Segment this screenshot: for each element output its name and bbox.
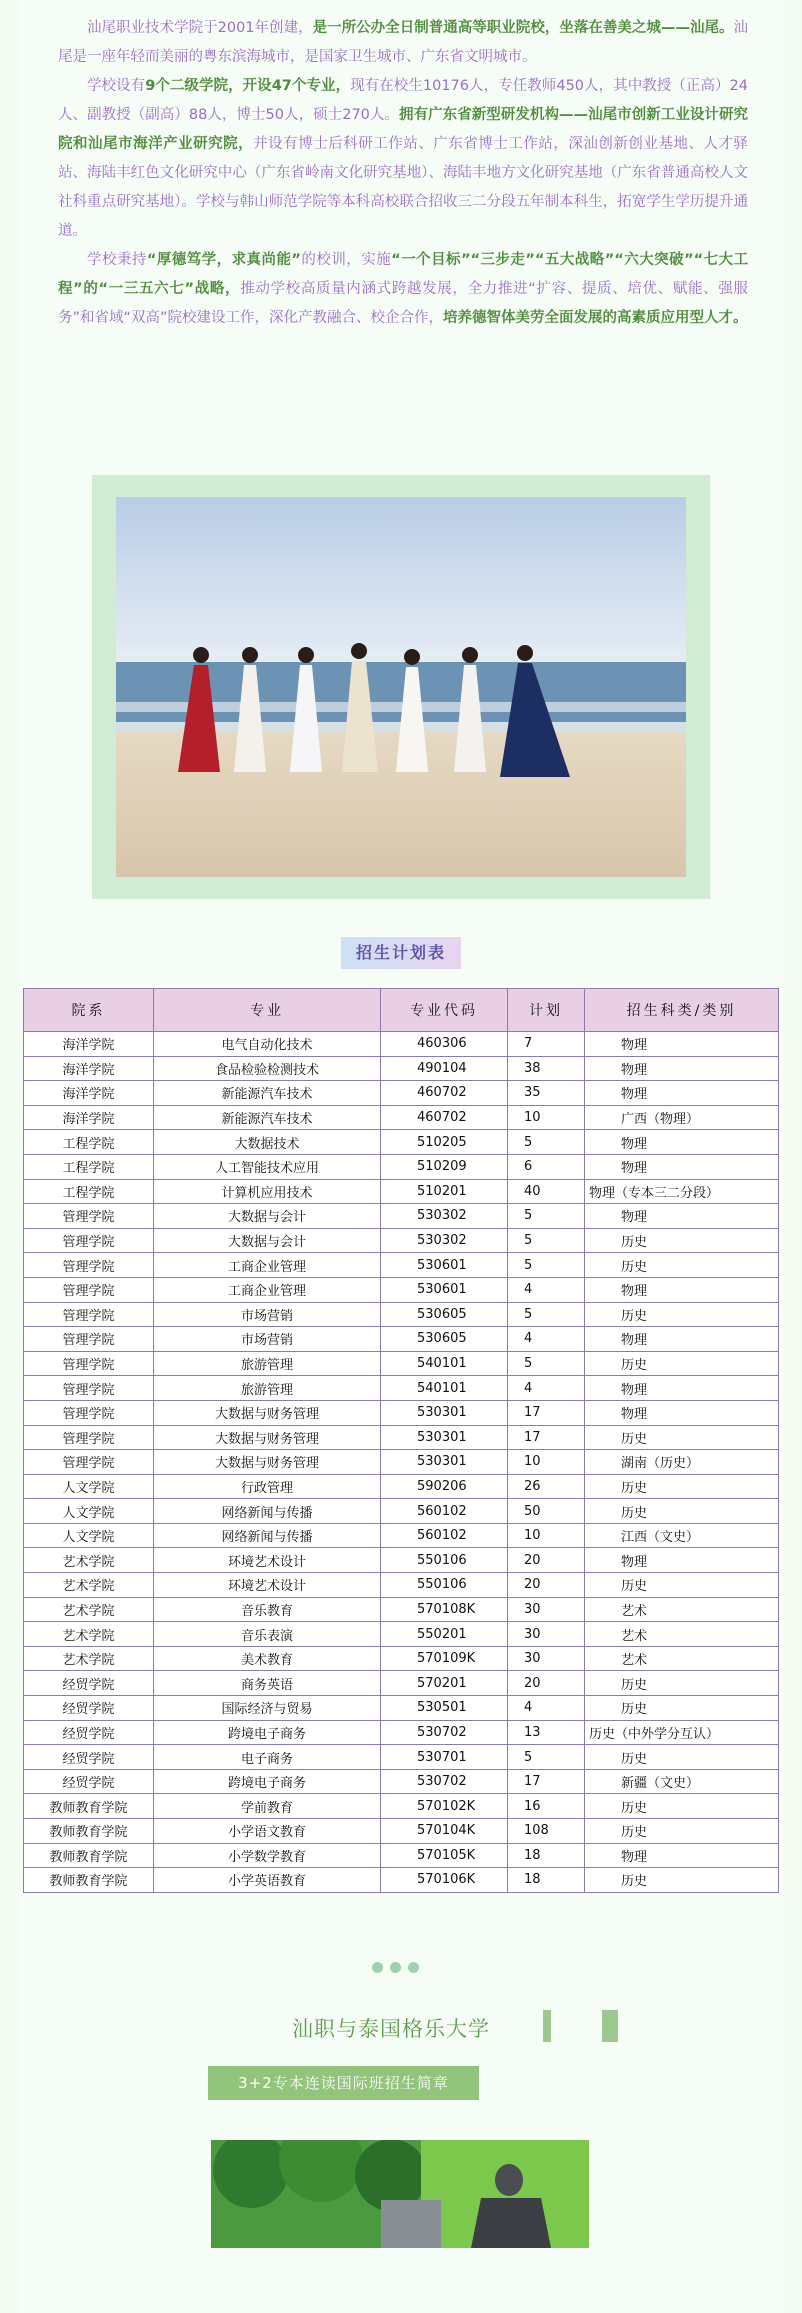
dot <box>408 1962 419 1973</box>
table-row <box>24 1351 779 1376</box>
cell-major: 环境艺术设计 <box>154 1573 381 1598</box>
cell-major-code: 510209 <box>381 1154 508 1179</box>
cell-plan: 10 <box>508 1105 585 1130</box>
table-row <box>24 1646 779 1671</box>
table-row <box>24 1769 779 1794</box>
campus-photo-image <box>211 2140 589 2248</box>
cell-plan: 30 <box>508 1622 585 1647</box>
cell-department: 艺术学院 <box>24 1597 154 1622</box>
section-subtitle-badge: 3+2专本连读国际班招生简章 <box>208 2066 479 2100</box>
cell-plan: 108 <box>508 1819 585 1844</box>
dot <box>372 1962 383 1973</box>
cell-major-code: 460306 <box>381 1032 508 1057</box>
cell-major: 市场营销 <box>154 1327 381 1352</box>
table-row <box>24 1671 779 1696</box>
cell-category: 湖南（历史） <box>585 1450 779 1475</box>
cell-department: 人文学院 <box>24 1523 154 1548</box>
cell-major-code: 530601 <box>381 1277 508 1302</box>
cell-major: 行政管理 <box>154 1474 381 1499</box>
cell-major: 工商企业管理 <box>154 1277 381 1302</box>
cell-major: 跨境电子商务 <box>154 1720 381 1745</box>
table-title: 招生计划表 <box>341 937 461 969</box>
cell-category: 物理 <box>585 1376 779 1401</box>
table-row <box>24 1474 779 1499</box>
cell-plan: 35 <box>508 1081 585 1106</box>
cell-major: 美术教育 <box>154 1646 381 1671</box>
cell-plan: 20 <box>508 1671 585 1696</box>
cell-department: 管理学院 <box>24 1351 154 1376</box>
cell-plan: 38 <box>508 1056 585 1081</box>
cell-major-code: 550106 <box>381 1548 508 1573</box>
cell-major: 新能源汽车技术 <box>154 1081 381 1106</box>
cell-plan: 26 <box>508 1474 585 1499</box>
cell-major: 学前教育 <box>154 1794 381 1819</box>
cell-category: 历史 <box>585 1696 779 1721</box>
cell-major-code: 550201 <box>381 1622 508 1647</box>
cell-major-code: 490104 <box>381 1056 508 1081</box>
cell-category: 江西（文史） <box>585 1523 779 1548</box>
cell-plan: 5 <box>508 1302 585 1327</box>
header-major-code: 专业代码 <box>381 989 508 1032</box>
cell-major-code: 570109K <box>381 1646 508 1671</box>
intro-paragraph-2 <box>58 72 748 246</box>
cell-plan: 17 <box>508 1425 585 1450</box>
cell-category: 历史 <box>585 1425 779 1450</box>
cell-category: 历史 <box>585 1671 779 1696</box>
cell-category: 历史 <box>585 1868 779 1893</box>
cell-department: 管理学院 <box>24 1228 154 1253</box>
cell-major-code: 510205 <box>381 1130 508 1155</box>
cell-department: 人文学院 <box>24 1499 154 1524</box>
cell-plan: 30 <box>508 1646 585 1671</box>
cell-category: 物理 <box>585 1327 779 1352</box>
cell-category: 物理 <box>585 1130 779 1155</box>
cell-major-code: 570108K <box>381 1597 508 1622</box>
table-row <box>24 1696 779 1721</box>
cell-department: 人文学院 <box>24 1474 154 1499</box>
cell-plan: 7 <box>508 1032 585 1057</box>
header-department: 院系 <box>24 989 154 1032</box>
cell-department: 经贸学院 <box>24 1745 154 1770</box>
cell-category: 物理 <box>585 1843 779 1868</box>
cell-department: 管理学院 <box>24 1400 154 1425</box>
cell-major: 国际经济与贸易 <box>154 1696 381 1721</box>
cell-major: 商务英语 <box>154 1671 381 1696</box>
table-row <box>24 1105 779 1130</box>
intro-text-segment: 拥有广东省新型研发机构——汕尾市创新工业设计研究院和汕尾市海洋产业研究院， <box>58 107 749 152</box>
cell-department: 经贸学院 <box>24 1769 154 1794</box>
cell-plan: 6 <box>508 1154 585 1179</box>
cell-major-code: 570104K <box>381 1819 508 1844</box>
cell-category: 物理 <box>585 1056 779 1081</box>
cell-plan: 5 <box>508 1253 585 1278</box>
cell-department: 经贸学院 <box>24 1720 154 1745</box>
beach-photo-image <box>116 497 686 877</box>
enrollment-plan-table <box>23 988 779 1893</box>
cell-department: 海洋学院 <box>24 1105 154 1130</box>
cell-plan: 5 <box>508 1204 585 1229</box>
cell-major: 食品检验检测技术 <box>154 1056 381 1081</box>
cell-category: 艺术 <box>585 1622 779 1647</box>
cell-category: 物理 <box>585 1277 779 1302</box>
table-row <box>24 1573 779 1598</box>
cell-plan: 4 <box>508 1376 585 1401</box>
dot <box>390 1962 401 1973</box>
cell-plan: 17 <box>508 1400 585 1425</box>
intro-text-segment: 9个二级学院，开设47个专业， <box>145 78 351 94</box>
table-row <box>24 1032 779 1057</box>
cell-plan: 16 <box>508 1794 585 1819</box>
cell-category: 物理（专本三二分段） <box>585 1179 779 1204</box>
cell-plan: 50 <box>508 1499 585 1524</box>
cell-major: 环境艺术设计 <box>154 1548 381 1573</box>
cell-major: 工商企业管理 <box>154 1253 381 1278</box>
cell-plan: 4 <box>508 1696 585 1721</box>
cell-department: 教师教育学院 <box>24 1868 154 1893</box>
cell-plan: 4 <box>508 1277 585 1302</box>
cell-department: 管理学院 <box>24 1253 154 1278</box>
cell-major: 网络新闻与传播 <box>154 1523 381 1548</box>
cell-major: 大数据技术 <box>154 1130 381 1155</box>
cell-major-code: 530302 <box>381 1204 508 1229</box>
cell-major: 市场营销 <box>154 1302 381 1327</box>
cell-department: 工程学院 <box>24 1179 154 1204</box>
cell-department: 管理学院 <box>24 1327 154 1352</box>
table-row <box>24 1277 779 1302</box>
cell-major: 电气自动化技术 <box>154 1032 381 1057</box>
cell-department: 经贸学院 <box>24 1696 154 1721</box>
cell-major-code: 570201 <box>381 1671 508 1696</box>
table-row <box>24 1843 779 1868</box>
header-category: 招生科类/类别 <box>585 989 779 1032</box>
cell-major-code: 530702 <box>381 1720 508 1745</box>
intro-paragraph-1 <box>58 14 748 72</box>
cell-major: 小学语文教育 <box>154 1819 381 1844</box>
cell-department: 工程学院 <box>24 1154 154 1179</box>
table-row <box>24 1228 779 1253</box>
cell-department: 管理学院 <box>24 1302 154 1327</box>
table-row <box>24 1179 779 1204</box>
cell-major-code: 570106K <box>381 1868 508 1893</box>
campus-statue-photo <box>211 2140 589 2248</box>
decorative-bar <box>602 2010 618 2042</box>
table-row <box>24 1499 779 1524</box>
table-row <box>24 1400 779 1425</box>
table-row <box>24 1327 779 1352</box>
cell-major-code: 530702 <box>381 1769 508 1794</box>
table-header-row <box>24 989 779 1032</box>
intro-text-segment: 汕尾是一座年轻而美丽的粤东滨海城市，是国家卫生城市、广东省文明城市。 <box>58 20 749 65</box>
intro-text-segment: “一个目标”“三步走”“五大战略”“六大突破”“七大工程”的“一三五六七”战略， <box>58 252 748 297</box>
table-row <box>24 1597 779 1622</box>
cell-major-code: 560102 <box>381 1523 508 1548</box>
cell-major: 大数据与财务管理 <box>154 1450 381 1475</box>
cell-plan: 20 <box>508 1573 585 1598</box>
cell-major-code: 530501 <box>381 1696 508 1721</box>
table-row <box>24 1819 779 1844</box>
decorative-dots <box>372 1958 432 1970</box>
cell-department: 管理学院 <box>24 1450 154 1475</box>
cell-category: 历史 <box>585 1499 779 1524</box>
cell-plan: 10 <box>508 1523 585 1548</box>
cell-department: 教师教育学院 <box>24 1819 154 1844</box>
cell-plan: 18 <box>508 1843 585 1868</box>
table-row <box>24 1154 779 1179</box>
table-row <box>24 1253 779 1278</box>
cell-department: 管理学院 <box>24 1277 154 1302</box>
table-row <box>24 1720 779 1745</box>
cell-major: 旅游管理 <box>154 1376 381 1401</box>
cell-category: 物理 <box>585 1548 779 1573</box>
cell-category: 物理 <box>585 1204 779 1229</box>
cell-major: 计算机应用技术 <box>154 1179 381 1204</box>
cell-major: 音乐表演 <box>154 1622 381 1647</box>
cell-department: 工程学院 <box>24 1130 154 1155</box>
cell-department: 海洋学院 <box>24 1056 154 1081</box>
section-title: 汕职与泰国格乐大学 <box>292 2017 490 2041</box>
cell-major: 大数据与会计 <box>154 1204 381 1229</box>
cell-plan: 5 <box>508 1130 585 1155</box>
cell-plan: 18 <box>508 1868 585 1893</box>
cell-category: 艺术 <box>585 1597 779 1622</box>
intro-paragraph-3 <box>58 246 748 333</box>
cell-major: 新能源汽车技术 <box>154 1105 381 1130</box>
cell-category: 历史 <box>585 1745 779 1770</box>
cell-plan: 5 <box>508 1351 585 1376</box>
cell-category: 历史 <box>585 1573 779 1598</box>
cell-major-code: 570105K <box>381 1843 508 1868</box>
intro-text-segment: 学校设有 <box>87 78 146 94</box>
cell-major-code: 540101 <box>381 1376 508 1401</box>
cell-category: 物理 <box>585 1400 779 1425</box>
cell-major-code: 570102K <box>381 1794 508 1819</box>
table-row <box>24 1056 779 1081</box>
header-plan: 计划 <box>508 989 585 1032</box>
table-row <box>24 1081 779 1106</box>
cell-major-code: 560102 <box>381 1499 508 1524</box>
cell-major-code: 530302 <box>381 1228 508 1253</box>
table-row <box>24 1523 779 1548</box>
cell-plan: 30 <box>508 1597 585 1622</box>
cell-major: 电子商务 <box>154 1745 381 1770</box>
cell-department: 教师教育学院 <box>24 1794 154 1819</box>
cell-major: 音乐教育 <box>154 1597 381 1622</box>
intro-text-segment: 学校秉持 <box>87 252 147 268</box>
cell-major: 大数据与会计 <box>154 1228 381 1253</box>
cell-department: 管理学院 <box>24 1376 154 1401</box>
cell-plan: 17 <box>508 1769 585 1794</box>
violinists-beach-photo <box>116 497 686 877</box>
cell-category: 历史 <box>585 1351 779 1376</box>
cell-major-code: 530601 <box>381 1253 508 1278</box>
cell-major-code: 530301 <box>381 1450 508 1475</box>
cell-plan: 5 <box>508 1228 585 1253</box>
cell-category: 物理 <box>585 1154 779 1179</box>
cell-major: 人工智能技术应用 <box>154 1154 381 1179</box>
intro-text <box>58 14 748 333</box>
cell-category: 新疆（文史） <box>585 1769 779 1794</box>
cell-category: 物理 <box>585 1032 779 1057</box>
cell-department: 管理学院 <box>24 1204 154 1229</box>
table-row <box>24 1794 779 1819</box>
cell-department: 艺术学院 <box>24 1573 154 1598</box>
table-row <box>24 1548 779 1573</box>
intro-text-segment: 现有在校生10176人，专任教师450人，其中教授（正高）24人、副教授（副高）88人，博士50人，硕士270人。 <box>58 78 748 123</box>
cell-category: 历史 <box>585 1819 779 1844</box>
cell-category: 历史 <box>585 1302 779 1327</box>
table-row <box>24 1868 779 1893</box>
cell-department: 经贸学院 <box>24 1671 154 1696</box>
cell-category: 历史 <box>585 1253 779 1278</box>
table-row <box>24 1450 779 1475</box>
table-row <box>24 1204 779 1229</box>
cell-major-code: 590206 <box>381 1474 508 1499</box>
intro-text-segment: 是一所公办全日制普通高等职业院校，坐落在善美之城——汕尾。 <box>312 20 734 36</box>
table-row <box>24 1130 779 1155</box>
table-row <box>24 1425 779 1450</box>
cell-major-code: 510201 <box>381 1179 508 1204</box>
cell-plan: 40 <box>508 1179 585 1204</box>
cell-category: 广西（物理） <box>585 1105 779 1130</box>
table-row <box>24 1376 779 1401</box>
cell-department: 艺术学院 <box>24 1548 154 1573</box>
cell-major: 旅游管理 <box>154 1351 381 1376</box>
cell-department: 教师教育学院 <box>24 1843 154 1868</box>
cell-plan: 10 <box>508 1450 585 1475</box>
cell-department: 管理学院 <box>24 1425 154 1450</box>
cell-category: 物理 <box>585 1081 779 1106</box>
cell-plan: 20 <box>508 1548 585 1573</box>
table-row <box>24 1302 779 1327</box>
photo-frame <box>92 475 710 899</box>
cell-department: 艺术学院 <box>24 1622 154 1647</box>
cell-plan: 5 <box>508 1745 585 1770</box>
cell-major: 大数据与财务管理 <box>154 1400 381 1425</box>
cell-plan: 4 <box>508 1327 585 1352</box>
cell-major: 跨境电子商务 <box>154 1769 381 1794</box>
cell-category: 历史（中外学分互认） <box>585 1720 779 1745</box>
cell-department: 艺术学院 <box>24 1646 154 1671</box>
intro-text-segment: 的校训，实施 <box>300 252 392 268</box>
cell-major-code: 460702 <box>381 1081 508 1106</box>
intro-text-segment: 推动学校高质量内涵式跨越发展，全力推进“扩容、提质、培优、赋能、强服务”和省域“双高”院校建设工作，深化产教融合、校企合作， <box>58 281 748 326</box>
cell-category: 艺术 <box>585 1646 779 1671</box>
decorative-bar <box>543 2010 551 2042</box>
cell-major-code: 530605 <box>381 1302 508 1327</box>
intro-text-segment: 汕尾职业技术学院于2001年创建， <box>87 20 313 36</box>
header-major: 专业 <box>154 989 381 1032</box>
cell-department: 海洋学院 <box>24 1081 154 1106</box>
table-row <box>24 1622 779 1647</box>
table-row <box>24 1745 779 1770</box>
table-body <box>24 1032 779 1893</box>
cell-plan: 13 <box>508 1720 585 1745</box>
cell-major: 小学数学教育 <box>154 1843 381 1868</box>
cell-major-code: 530301 <box>381 1425 508 1450</box>
intro-text-segment: 并设有博士后科研工作站、广东省博士工作站，深汕创新创业基地、人才驿站、海陆丰红色文化研究中心（广东省岭南文化研究基地）、海陆丰地方文化研究基地（广东省普通高校人文社科重点研究基地）。学校与韩山师范学院等本科高校联合招收三二分段五年制本科生，拓宽学生学历提升通道。 <box>58 136 749 239</box>
cell-major: 小学英语教育 <box>154 1868 381 1893</box>
cell-category: 历史 <box>585 1794 779 1819</box>
cell-major-code: 530605 <box>381 1327 508 1352</box>
cell-major-code: 460702 <box>381 1105 508 1130</box>
cell-category: 历史 <box>585 1228 779 1253</box>
intro-text-segment: “厚德笃学，求真尚能” <box>146 252 301 268</box>
cell-major-code: 550106 <box>381 1573 508 1598</box>
cell-major-code: 530301 <box>381 1400 508 1425</box>
cell-major: 大数据与财务管理 <box>154 1425 381 1450</box>
cell-major-code: 540101 <box>381 1351 508 1376</box>
cell-major: 网络新闻与传播 <box>154 1499 381 1524</box>
intro-text-segment: 培养德智体美劳全面发展的高素质应用型人才。 <box>443 310 748 326</box>
cell-department: 海洋学院 <box>24 1032 154 1057</box>
cell-category: 历史 <box>585 1474 779 1499</box>
cell-major-code: 530701 <box>381 1745 508 1770</box>
